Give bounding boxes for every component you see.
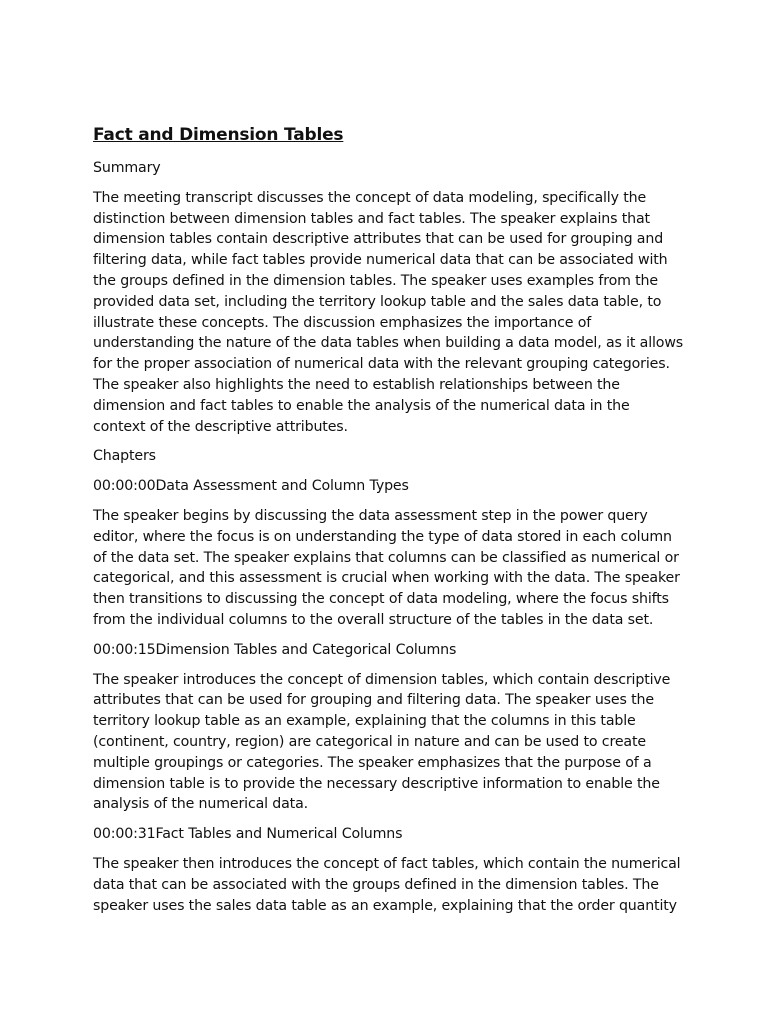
chapter-paragraph: The speaker introduces the concept of dimension tables, which contain descriptive attributes that can be used for grouping and filtering data. The speaker uses the territory lookup table as an example, explaining that the columns in this table (continent, country, region) are categorical in nature and can be used to create multiple groupings or categories. The speaker emphasizes that the purpose of a dimension table is to provide the necessary descriptive information to enable the analysis of the numerical data. (93, 671, 671, 813)
document-body (93, 122, 683, 925)
chapter-paragraph: The speaker then introduces the concept of fact tables, which contain the numerical data that can be associated with the groups defined in the dimension tables. The speaker uses the sales data table as an example, explaining that the order quantity (93, 855, 681, 914)
summary-paragraph: The meeting transcript discusses the concept of data modeling, specifically the distinction between dimension tables and fact tables. The speaker explains that dimension tables contain descriptive attributes that can be used for grouping and filtering data, while fact tables provide numerical data that can be associated with the groups defined in the dimension tables. The speaker uses examples from the provided data set, including the territory lookup table and the sales data table, to illustrate these concepts. The discussion emphasizes the importance of understanding the nature of the data tables when building a data model, as it allows for the proper association of numerical data with the relevant grouping categories. The speaker also highlights the need to establish relationships between the dimension and fact tables to enable the analysis of the numerical data in the context of the descriptive attributes. (93, 189, 684, 435)
chapter-paragraph: The speaker begins by discussing the data assessment step in the power query editor, where the focus is on understanding the type of data stored in each column of the data set. The speaker explains that columns can be classified as numerical or categorical, and this assessment is crucial when working with the data. The speaker then transitions to discussing the concept of data modeling, where the focus shifts from the individual columns to the overall structure of the tables in the data set. (93, 507, 680, 628)
chapters-label: Chapters (93, 448, 156, 465)
chapter-heading: 00:00:15Dimension Tables and Categorical Columns (93, 641, 457, 658)
document-title: Fact and Dimension Tables (93, 125, 344, 145)
chapter-heading: 00:00:31Fact Tables and Numerical Columns (93, 826, 403, 843)
chapter-heading: 00:00:00Data Assessment and Column Types (93, 478, 409, 495)
summary-label: Summary (93, 160, 161, 176)
